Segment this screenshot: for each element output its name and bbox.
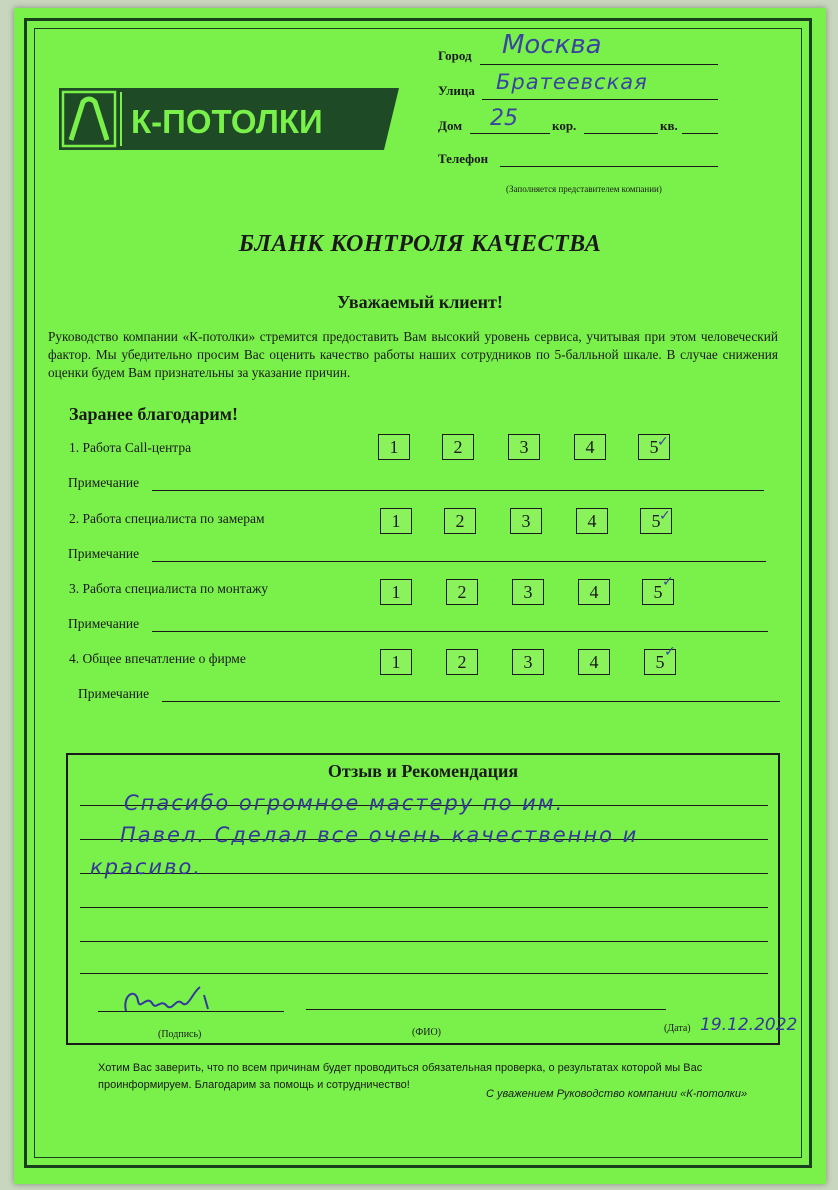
street-label: Улица (438, 83, 475, 98)
q2-note-label: Примечание (68, 546, 140, 561)
q3-score-3[interactable]: 3 (512, 579, 544, 605)
q2-score-5[interactable]: 5 (640, 508, 672, 534)
city-label: Город (438, 48, 472, 63)
review-title: Отзыв и Рекомендация (327, 761, 519, 781)
q3-score-4[interactable]: 4 (578, 579, 610, 605)
q4-check-mark: ✓ (664, 644, 676, 660)
q3-score-5[interactable]: 5 (642, 579, 674, 605)
name-caption: (ФИО) (412, 1027, 442, 1038)
q1-score-5[interactable]: 5 (638, 434, 670, 460)
q4-score-1[interactable]: 1 (380, 649, 412, 675)
thanks-heading: Заранее благодарим! (69, 404, 238, 424)
q1-score-1[interactable]: 1 (378, 434, 410, 460)
review-line-5[interactable] (80, 941, 768, 942)
question-3-label: 3. Работа специалиста по монтажу (69, 581, 269, 596)
date-caption: (Дата) (664, 1023, 691, 1034)
q1-score-2[interactable]: 2 (442, 434, 474, 460)
review-text-line-2: Павел. Сделал все очень качественно и (120, 823, 639, 847)
apt-line (682, 133, 718, 134)
review-section (66, 753, 798, 1045)
q3-score-1[interactable]: 1 (380, 579, 412, 605)
street-line (482, 99, 718, 100)
q1-check-mark: ✓ (657, 434, 669, 450)
date-value: 19.12.2022 (700, 1015, 798, 1035)
signature-line[interactable] (98, 1011, 284, 1012)
q1-score-3[interactable]: 3 (508, 434, 540, 460)
q2-score-4[interactable]: 4 (576, 508, 608, 534)
address-note: (Заполняется представителем компании) (506, 184, 662, 194)
quality-control-form (14, 8, 826, 1184)
footer-text: Хотим Вас заверить, что по всем причинам будет проводиться обязательная проверка, о результатах которой мы Вас проинформируем. Благодарим за помощь и сотрудничество! (98, 1062, 703, 1091)
footer-signature: С уважением Руководство компании «К-потолки» (486, 1088, 748, 1100)
review-line-6[interactable] (80, 973, 768, 974)
q2-note-line[interactable] (152, 561, 766, 562)
city-value: Москва (502, 30, 602, 60)
logo-text: К-ПОТОЛКИ (131, 103, 323, 140)
q1-note-label: Примечание (68, 475, 140, 490)
greeting: Уважаемый клиент! (337, 292, 503, 312)
q4-score-5[interactable]: 5 (644, 649, 676, 675)
name-line[interactable] (306, 1009, 666, 1010)
signature-caption: (Подпись) (158, 1029, 202, 1040)
form-title: БЛАНК КОНТРОЛЯ КАЧЕСТВА (238, 231, 602, 257)
phone-label: Телефон (438, 151, 489, 166)
house-label: Дом (438, 118, 463, 133)
question-2-label: 2. Работа специалиста по замерам (69, 511, 265, 526)
review-text-line-3: красиво. (90, 855, 202, 879)
q1-score-4[interactable]: 4 (574, 434, 606, 460)
q4-score-4[interactable]: 4 (578, 649, 610, 675)
question-4-label: 4. Общее впечатление о фирме (69, 651, 246, 666)
q4-note-label: Примечание (78, 686, 150, 701)
review-text-line-1: Спасибо огромное мастеру по им. (124, 791, 565, 815)
q3-check-mark: ✓ (662, 574, 674, 590)
q3-score-2[interactable]: 2 (446, 579, 478, 605)
company-logo (59, 88, 399, 150)
phone-line (500, 166, 718, 167)
q3-note-label: Примечание (68, 616, 140, 631)
house-value: 25 (490, 106, 518, 131)
q4-score-3[interactable]: 3 (512, 649, 544, 675)
question-1-label: 1. Работа Call-центра (69, 440, 192, 455)
q4-note-line[interactable] (162, 701, 780, 702)
street-value: Братеевская (496, 70, 648, 94)
apt-label: кв. (660, 118, 678, 133)
building-line (584, 133, 658, 134)
intro-text: Руководство компании «К-потолки» стремится предоставить Вам высокий уровень сервиса, учитывая при этом человеческий фактор. Мы убедительно просим Вас оценить качество работы наших сотрудников по 5-балльной шкале. В случае снижения оценки будем Вам признательны за указание причин. (48, 329, 778, 380)
q2-check-mark: ✓ (659, 508, 671, 524)
building-label: кор. (552, 118, 577, 133)
q2-score-2[interactable]: 2 (444, 508, 476, 534)
review-line-4[interactable] (80, 907, 768, 908)
q2-score-1[interactable]: 1 (380, 508, 412, 534)
q1-note-line[interactable] (152, 490, 764, 491)
city-line (480, 64, 718, 65)
q3-note-line[interactable] (152, 631, 768, 632)
q2-score-3[interactable]: 3 (510, 508, 542, 534)
house-line (470, 133, 550, 134)
q4-score-2[interactable]: 2 (446, 649, 478, 675)
